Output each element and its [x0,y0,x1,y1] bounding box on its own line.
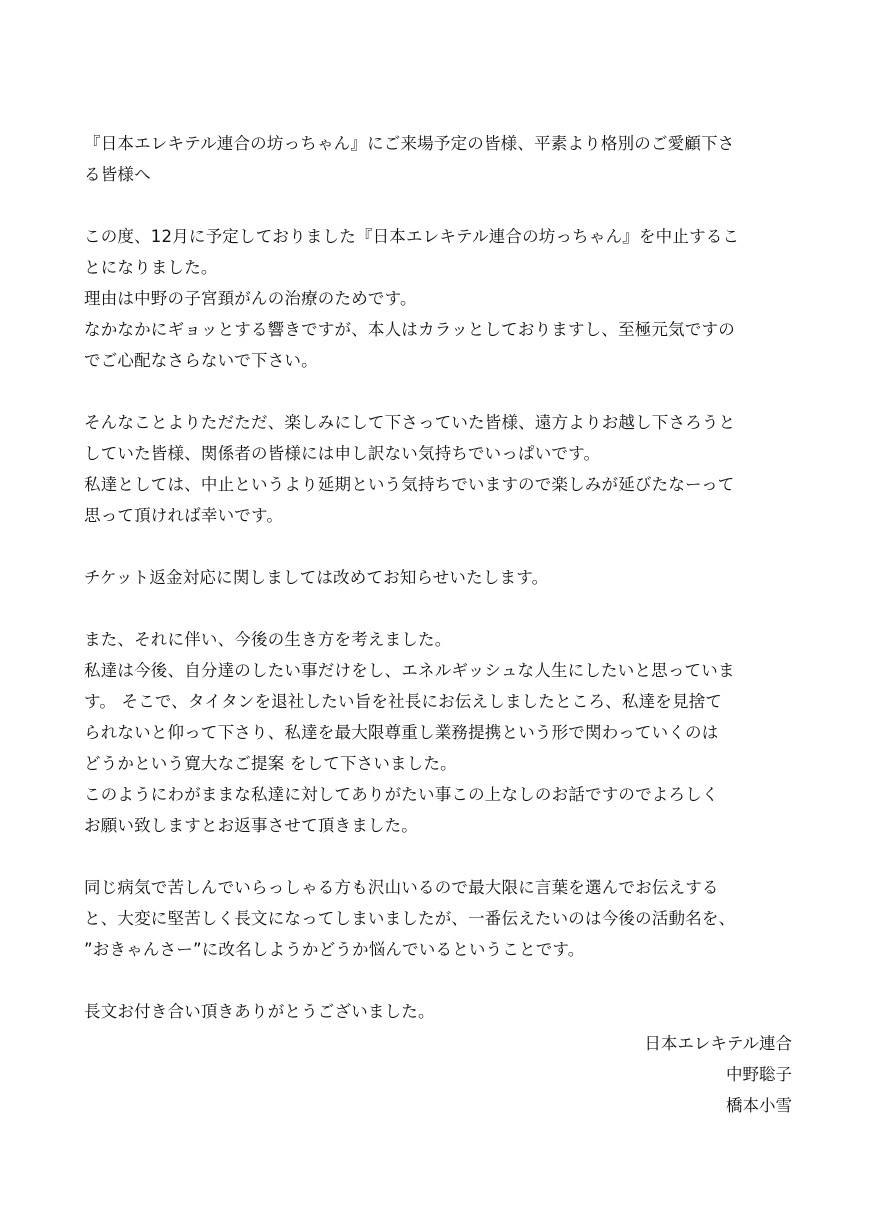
signature-block [644,1028,792,1121]
text-line: ”おきゃんさー”に改名しようかどうか悩んでいるということです。 [84,940,585,959]
text-line: 私達は今後、自分達のしたい事だけをし、エネルギッシュな人生にしたいと思っていま [84,661,735,680]
text-line: 『日本エレキテル連合の坊っちゃん』にご来場予定の皆様、平素より格別のご愛顧下さ [84,134,735,153]
cancellation-paragraph [84,221,796,376]
text-line: 長文お付き合い頂きありがとうございました。 [84,1002,435,1021]
text-line: また、それに伴い、今後の生き方を考えました。 [84,630,452,649]
letter-body [84,128,796,1058]
text-line: す。 そこで、タイタンを退社したい旨を社長にお伝えしましたところ、私達を見捨て [84,692,723,711]
text-line: そんなことよりただただ、楽しみにして下さっていた皆様、遠方よりお越し下さろうと [84,413,736,432]
text-line: でご心配なさらないで下さい。 [84,351,318,370]
signature-name-hashimoto: 橋本小雪 [726,1096,792,1115]
text-line: チケット返金対応に関しましては改めてお知らせいたします。 [84,568,549,587]
text-line: このようにわがままな私達に対してありがたい事この上なしのお話ですのでよろしく [84,785,719,804]
text-line: お願い致しますとお返事させて頂きました。 [84,816,418,835]
future-paragraph [84,624,796,841]
text-line: とになりました。 [84,258,218,277]
rename-paragraph [84,872,796,965]
text-line: 私達としては、中止というより延期という気持ちでいますので楽しみが延びたなーって [84,475,735,494]
apology-paragraph [84,407,796,531]
text-line: 思って頂ければ幸いです。 [84,506,284,525]
signature-name-nakano: 中野聡子 [726,1065,792,1084]
text-line: していた皆様、関係者の皆様には申し訳ない気持ちでいっぱいです。 [84,444,601,463]
text-line: この度、12月に予定しておりました『日本エレキテル連合の坊っちゃん』を中止するこ [84,227,740,246]
text-line: どうかという寛大なご提案 をして下さいました。 [84,754,457,773]
greeting-paragraph [84,128,796,190]
text-line: 同じ病気で苦しんでいらっしゃる方も沢山いるので最大限に言葉を選んでお伝えする [84,878,719,897]
text-line: 理由は中野の子宮頚がんの治療のためです。 [84,289,417,308]
signature-group: 日本エレキテル連合 [644,1034,792,1053]
text-line: る皆様へ [84,165,151,184]
refund-paragraph [84,562,796,593]
text-line: と、大変に堅苦しく長文になってしまいましたが、一番伝えたいのは今後の活動名を、 [84,909,736,928]
text-line: られないと仰って下さり、私達を最大限尊重し業務提携という形で関わっていくのは [84,723,719,742]
text-line: なかなかにギョッとする響きですが、本人はカラッとしておりますし、至極元気ですの [84,320,735,339]
closing-paragraph [84,996,796,1027]
